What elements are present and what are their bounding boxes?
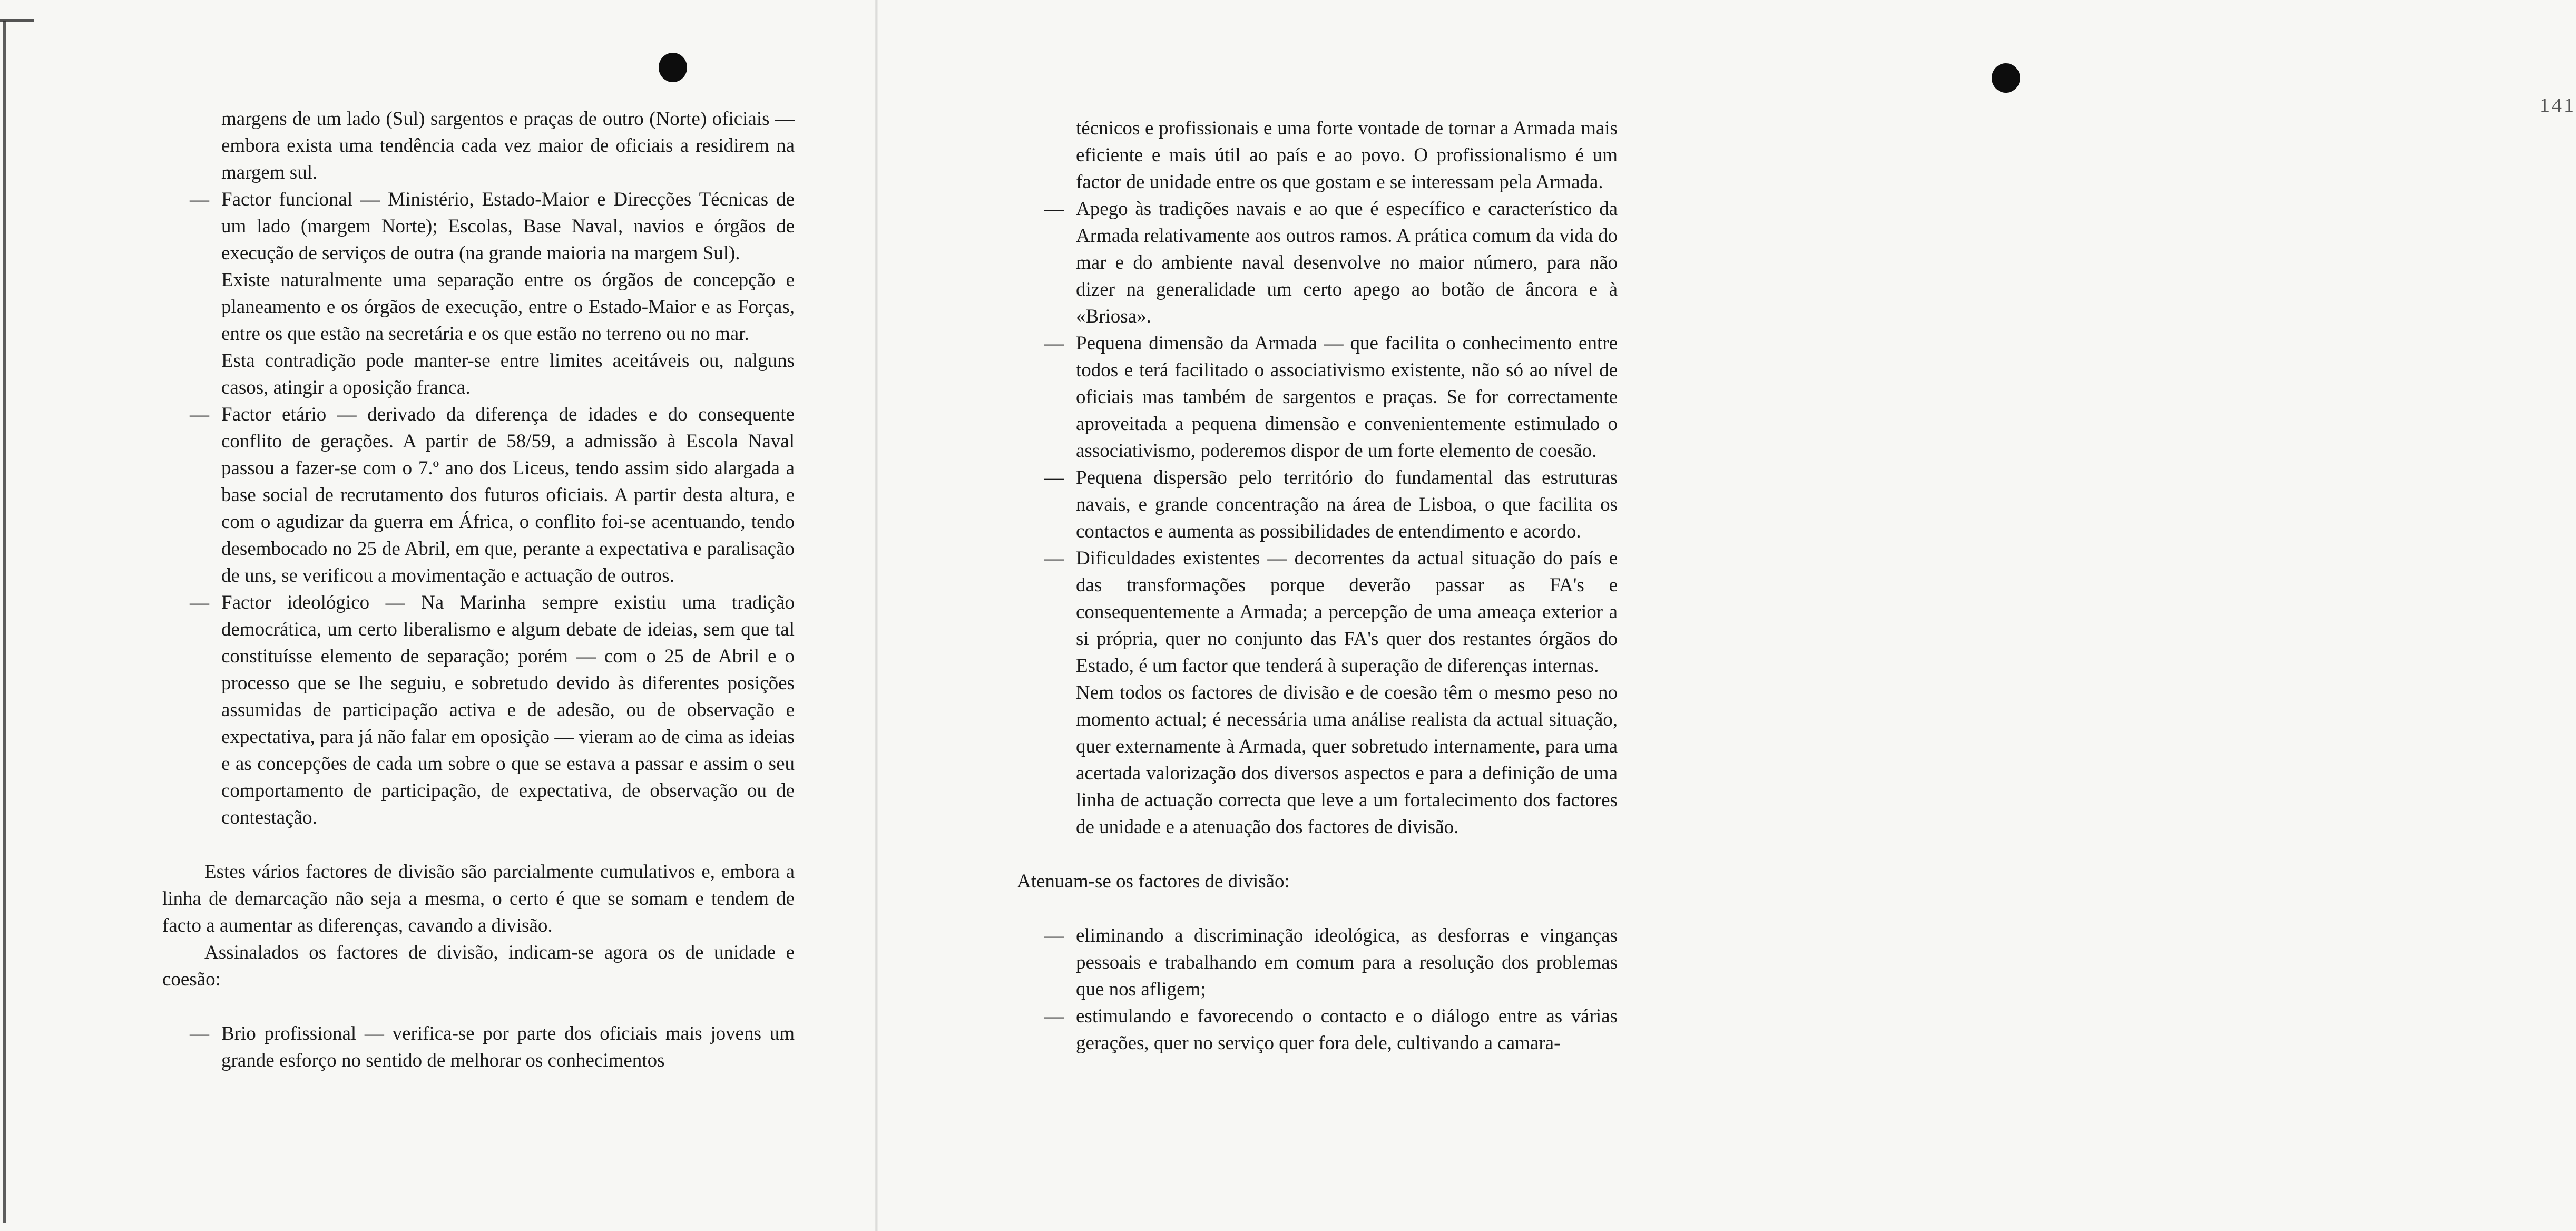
continued-text: técnicos e profissionais e uma forte vontade de tornar a Armada mais eficiente e mais útil ao país e ao povo. O profissionalismo é um factor de unidade entre os que gostam e se interessam pela Armada. [1076,118,1618,193]
list-item-text: Factor funcional — Ministério, Estado-Maior e Direcções Técnicas de um lado (margem Norte); Escolas, Base Naval, navios e órgãos de execução de serviços de outra (na grande maioria na margem Sul). [221,189,795,264]
list-dash: — [190,1023,209,1044]
list-item [162,186,795,267]
list-item-text: Pequena dimensão da Armada — que facilita o conhecimento entre todos e terá facilitado o associativismo existente, não só ao nível de oficiais mas também de sargentos e praças. Se for correctamente aproveitada a pequena dimensão e convenientemente estimulado o associativismo, poderemos dispor de um forte elemento de coesão. [1076,333,1618,462]
list-item [1017,545,1618,679]
indented-paragraph: Esta contradição pode manter-se entre limites aceitáveis ou, nalguns casos, atingir a oposição franca. [221,350,795,398]
list-dash: — [1044,333,1064,354]
indented-paragraph: Existe naturalmente uma separação entre os órgãos de concepção e planeamento e os órgãos de execução, entre o Estado-Maior e as Forças, entre os que estão na secretária e os que estão no terreno ou no mar. [221,269,795,345]
list-item-text: Factor ideológico — Na Marinha sempre existiu uma tradição democrática, um certo liberalismo e algum debate de ideias, sem que tal constituísse elemento de separação; porém — com o 25 de Abril e o processo que se lhe seguiu, e sobretudo devido às diferentes posições assumidas de participação activa e de adesão, ou de observação e expectativa, para já não falar em oposição — vieram ao de cima as ideias e as concepções de cada um sobre o que se estava a passar e assim o seu comportamento de participação, de expectativa, de observação ou de contestação. [221,592,795,828]
list-item-text: estimulando e favorecendo o contacto e o diálogo entre as várias gerações, quer no serviço quer fora dele, cultivando a camara- [1076,1005,1618,1054]
punch-hole [659,53,687,82]
list-item [162,401,795,589]
list-dash: — [190,189,209,210]
list-item-text: Factor etário — derivado da diferença de idades e do consequente conflito de gerações. A partir de 58/59, a admissão à Escola Naval passou a fazer-se com o 7.º ano dos Liceus, tendo assim sido alargada a base social de recrutamento dos futuros oficiais. A partir desta altura, e com o agudizar da guerra em África, o conflito foi-se acentuando, tendo desembocado no 25 de Abril, em que, perante a expectativa e paralisação de uns, se verificou a movimentação e actuação de outros. [221,404,795,587]
list-item [1017,922,1618,1003]
list-item-text: eliminando a discriminação ideológica, as desforras e vinganças pessoais e trabalhando em comum para a resolução dos problemas que nos afligem; [1076,925,1618,1000]
list-dash: — [1044,548,1064,569]
list-item [1017,196,1618,330]
body-paragraph: Atenuam-se os factores de divisão: [1017,871,1290,892]
list-dash: — [190,592,209,613]
list-dash: — [190,404,209,425]
list-item-text: Brio profissional — verifica-se por parte dos oficiais mais jovens um grande esforço no sentido de melhorar os conhecimentos [221,1023,795,1071]
punch-hole [1992,63,2020,93]
list-dash: — [1044,198,1064,220]
paragraph-gap [162,993,795,1020]
list-item [162,589,795,831]
list-dash: — [1044,1005,1064,1027]
list-item [1017,330,1618,464]
list-item-text: Apego às tradições navais e ao que é específico e característico da Armada relativamente aos outros ramos. A prática comum da vida do mar e do ambiente naval desenvolve no maior número, para não dizer na generalidade um certo apego ao botão de âncora e à «Briosa». [1076,198,1618,327]
list-item [1017,1003,1618,1057]
right-page-text [1017,115,1618,1057]
corner-mark: 141 [2540,94,2576,116]
indented-paragraph: Nem todos os factores de divisão e de coesão têm o mesmo peso no momento actual; é necessária uma análise realista da actual situação, quer externamente à Armada, quer sobretudo internamente, para uma acertada valorização dos diversos aspectos e para a definição de uma linha de actuação correcta que leve a um fortalecimento dos factores de unidade e a atenuação dos factores de divisão. [1076,682,1618,838]
body-paragraph: Estes vários factores de divisão são parcialmente cumulativos e, embora a linha de demarcação não seja a mesma, o certo é que se somam e tendem de facto a aumentar as diferenças, cavando a divisão. [162,861,795,936]
continued-text: margens de um lado (Sul) sargentos e praças de outro (Norte) oficiais — embora exista uma tendência cada vez maior de oficiais a residirem na margem sul. [221,108,795,183]
body-paragraph: Assinalados os factores de divisão, indicam-se agora os de unidade e coesão: [162,942,795,990]
list-item-text: Pequena dispersão pelo território do fundamental das estruturas navais, e grande concentração na área de Lisboa, o que facilita os contactos e aumenta as possibilidades de entendimento e acordo. [1076,467,1618,542]
list-item [162,1020,795,1074]
list-item [1017,464,1618,545]
list-dash: — [1044,925,1064,946]
paragraph-gap [162,831,795,858]
left-page [0,0,875,1231]
left-page-text [162,105,795,1074]
list-dash: — [1044,467,1064,489]
paragraph-gap [1017,895,1618,922]
list-item-text: Dificuldades existentes — decorrentes da actual situação do país e das transformações porque deverão passar as FA's e consequentemente a Armada; a percepção de uma ameaça exterior a si própria, quer no conjunto das FA's quer dos restantes órgãos do Estado, é um factor que tenderá à superação de diferenças internas. [1076,548,1618,677]
paragraph-gap [1017,841,1618,868]
